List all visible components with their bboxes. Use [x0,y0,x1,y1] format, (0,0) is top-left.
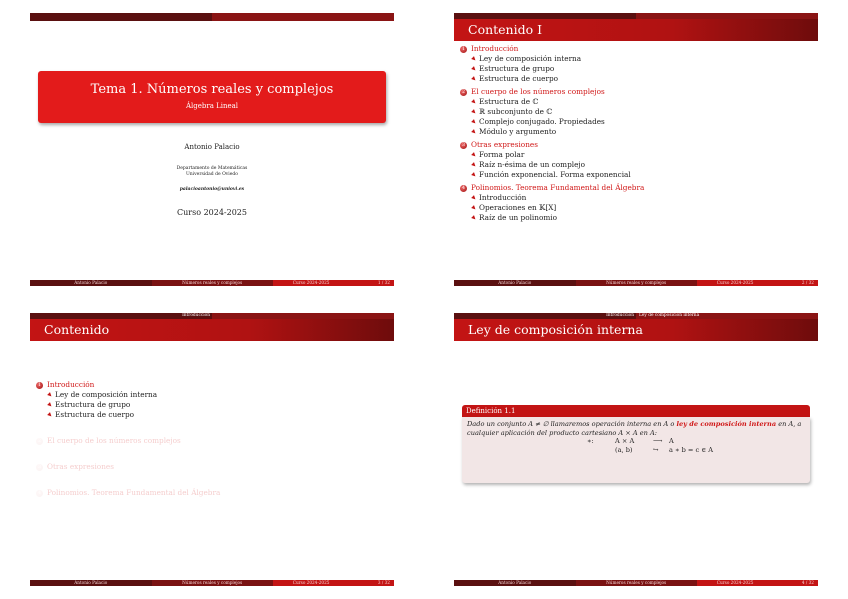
footer-year: Curso 2024-2025 [292,280,330,285]
triangle-bullet-icon [471,129,477,135]
triangle-bullet-icon [471,66,477,72]
toc-item-label: Complejo conjugado. Propiedades [479,117,605,126]
slide-contents-1 [454,13,818,286]
footer-title: Números reales y complejos [576,280,697,286]
footer-right [697,580,818,586]
toc-item-label: Introducción [479,193,527,202]
toc-item[interactable] [460,150,644,160]
definition-text-end: en A, a cualquier aplicación del producto cartesiano A × A en A: [467,420,802,437]
toc-section-active[interactable] [36,380,220,390]
footer [30,580,394,586]
definition-text [467,420,805,437]
toc-item[interactable] [36,410,220,420]
toc-section[interactable] [460,140,644,150]
section-number-bullet: 3 [460,142,467,149]
toc-item-label: Raíz de un polinomio [479,213,558,222]
footer [454,280,818,286]
definition-text-start: Dado un conjunto A ≠ ∅ llamaremos operación interna en A o [467,420,677,428]
department: Departamento de Matemáticas [176,166,248,171]
toc-item-label: Raíz n-ésima de un complejo [479,160,586,169]
triangle-bullet-icon [471,99,477,105]
toc-item-label: Estructura de grupo [479,64,555,73]
triangle-bullet-icon [471,152,477,158]
definition-body [462,417,810,483]
footer-right [697,280,818,286]
toc-item[interactable] [460,203,644,213]
footer-author: Antonio Palacio [30,280,152,286]
section-title: Polinomios. Teorema Fundamental del Álgebra [47,488,221,497]
map-hook-arrow: ↪ [653,446,659,454]
table-of-contents [36,380,220,498]
title-box [38,71,386,123]
footer-right [273,280,394,286]
toc-section[interactable] [460,44,644,54]
nav-section[interactable]: Introducción [454,313,636,319]
map-domain: A × A [615,437,635,445]
triangle-bullet-icon [47,412,53,418]
presentation-subtitle: Álgebra Lineal [185,102,239,110]
toc-item[interactable] [460,213,644,223]
triangle-bullet-icon [471,195,477,201]
triangle-bullet-icon [471,76,477,82]
section-number-bullet [36,464,43,471]
section-number-bullet: 2 [460,89,467,96]
author-name: Antonio Palacio [184,143,240,151]
triangle-bullet-icon [471,109,477,115]
triangle-bullet-icon [471,172,477,178]
toc-item[interactable] [460,74,644,84]
toc-item-label: Operaciones en 𝕂[X] [479,203,557,212]
toc-item[interactable] [460,160,644,170]
frame-title: Contenido [30,319,394,341]
toc-item-label: Estructura de grupo [55,400,131,409]
toc-item[interactable] [460,117,644,127]
toc-item[interactable] [460,54,644,64]
toc-item[interactable] [460,170,644,180]
faded-sections [36,420,220,498]
toc-section[interactable] [460,87,644,97]
section-title: Otras expresiones [47,462,114,471]
footer-author: Antonio Palacio [30,580,152,586]
toc-item-label: Estructura de cuerpo [479,74,559,83]
triangle-bullet-icon [471,56,477,62]
footer-author: Antonio Palacio [454,280,576,286]
footer-year: Curso 2024-2025 [292,580,330,585]
toc-item-label: Módulo y argumento [479,127,557,136]
toc-item[interactable] [460,97,644,107]
mapping-formula [587,437,805,455]
toc-item[interactable] [460,107,644,117]
section-title: Polinomios. Teorema Fundamental del Álgebra [471,183,645,192]
presentation-title: Tema 1. Números reales y complejos [90,82,334,97]
toc-item[interactable] [460,64,644,74]
section-number-bullet: 1 [460,46,467,53]
definition-title: Definición 1.1 [462,405,810,417]
footer-year: Curso 2024-2025 [716,580,754,585]
toc-item-label: ℝ subconjunto de ℂ [479,107,553,116]
nav-subsection[interactable]: Ley de composición interna [636,313,818,319]
map-result: a ∗ b = c ∈ A [669,446,714,454]
section-number-bullet: 1 [36,382,43,389]
toc-item-label: Ley de composición interna [55,390,158,399]
institution [30,166,394,178]
toc-section-faded[interactable] [36,462,220,472]
triangle-bullet-icon [471,215,477,221]
course-date: Curso 2024-2025 [177,208,247,217]
section-title: El cuerpo de los números complejos [471,87,605,96]
section-title: El cuerpo de los números complejos [47,436,181,445]
triangle-bullet-icon [471,162,477,168]
section-title: Introducción [471,44,519,53]
section-number-bullet [36,438,43,445]
table-of-contents [460,44,644,223]
footer-author: Antonio Palacio [454,580,576,586]
slide-contents-section [30,313,394,586]
footer-right [273,580,394,586]
highlighted-term: ley de composición interna [676,420,777,428]
toc-section[interactable] [460,183,644,193]
triangle-bullet-icon [47,392,53,398]
footer [454,580,818,586]
footer-title: Números reales y complejos [152,280,273,286]
page-number: 4 / 32 [801,580,814,585]
page-number: 3 / 32 [377,580,390,585]
map-operator: ∗: [587,437,594,445]
map-codomain: A [669,437,674,445]
footer [30,280,394,286]
triangle-bullet-icon [471,119,477,125]
author-email: palacioantonio@uniovi.es [179,187,245,192]
frame-title: Ley de composición interna [454,319,818,341]
triangle-bullet-icon [471,205,477,211]
slide-title [30,13,394,286]
toc-item-label: Función exponencial. Forma exponencial [479,170,631,179]
top-bar [30,13,394,21]
nav-section[interactable]: Introducción [30,313,212,319]
toc-item[interactable] [460,127,644,137]
toc-section-faded[interactable] [36,436,220,446]
toc-item[interactable] [36,390,220,400]
map-arrow: ⟶ [653,437,663,445]
toc-item[interactable] [36,400,220,410]
section-number-bullet [36,490,43,497]
footer-year: Curso 2024-2025 [716,280,754,285]
slide-definition [454,313,818,586]
toc-item-label: Estructura de cuerpo [55,410,135,419]
section-number-bullet: 4 [460,185,467,192]
triangle-bullet-icon [47,402,53,408]
toc-item[interactable] [460,193,644,203]
footer-title: Números reales y complejos [152,580,273,586]
toc-item-label: Estructura de ℂ [479,97,539,106]
frame-title: Contenido I [454,19,818,41]
toc-item-label: Forma polar [479,150,525,159]
section-title: Otras expresiones [471,140,538,149]
footer-title: Números reales y complejos [576,580,697,586]
map-pair: (a, b) [615,446,633,454]
toc-section-faded[interactable] [36,488,220,498]
page-number: 2 / 32 [801,280,814,285]
toc-item-label: Ley de composición interna [479,54,582,63]
page-number: 1 / 32 [377,280,390,285]
section-title: Introducción [47,380,95,389]
university: Universidad de Oviedo [185,172,238,177]
